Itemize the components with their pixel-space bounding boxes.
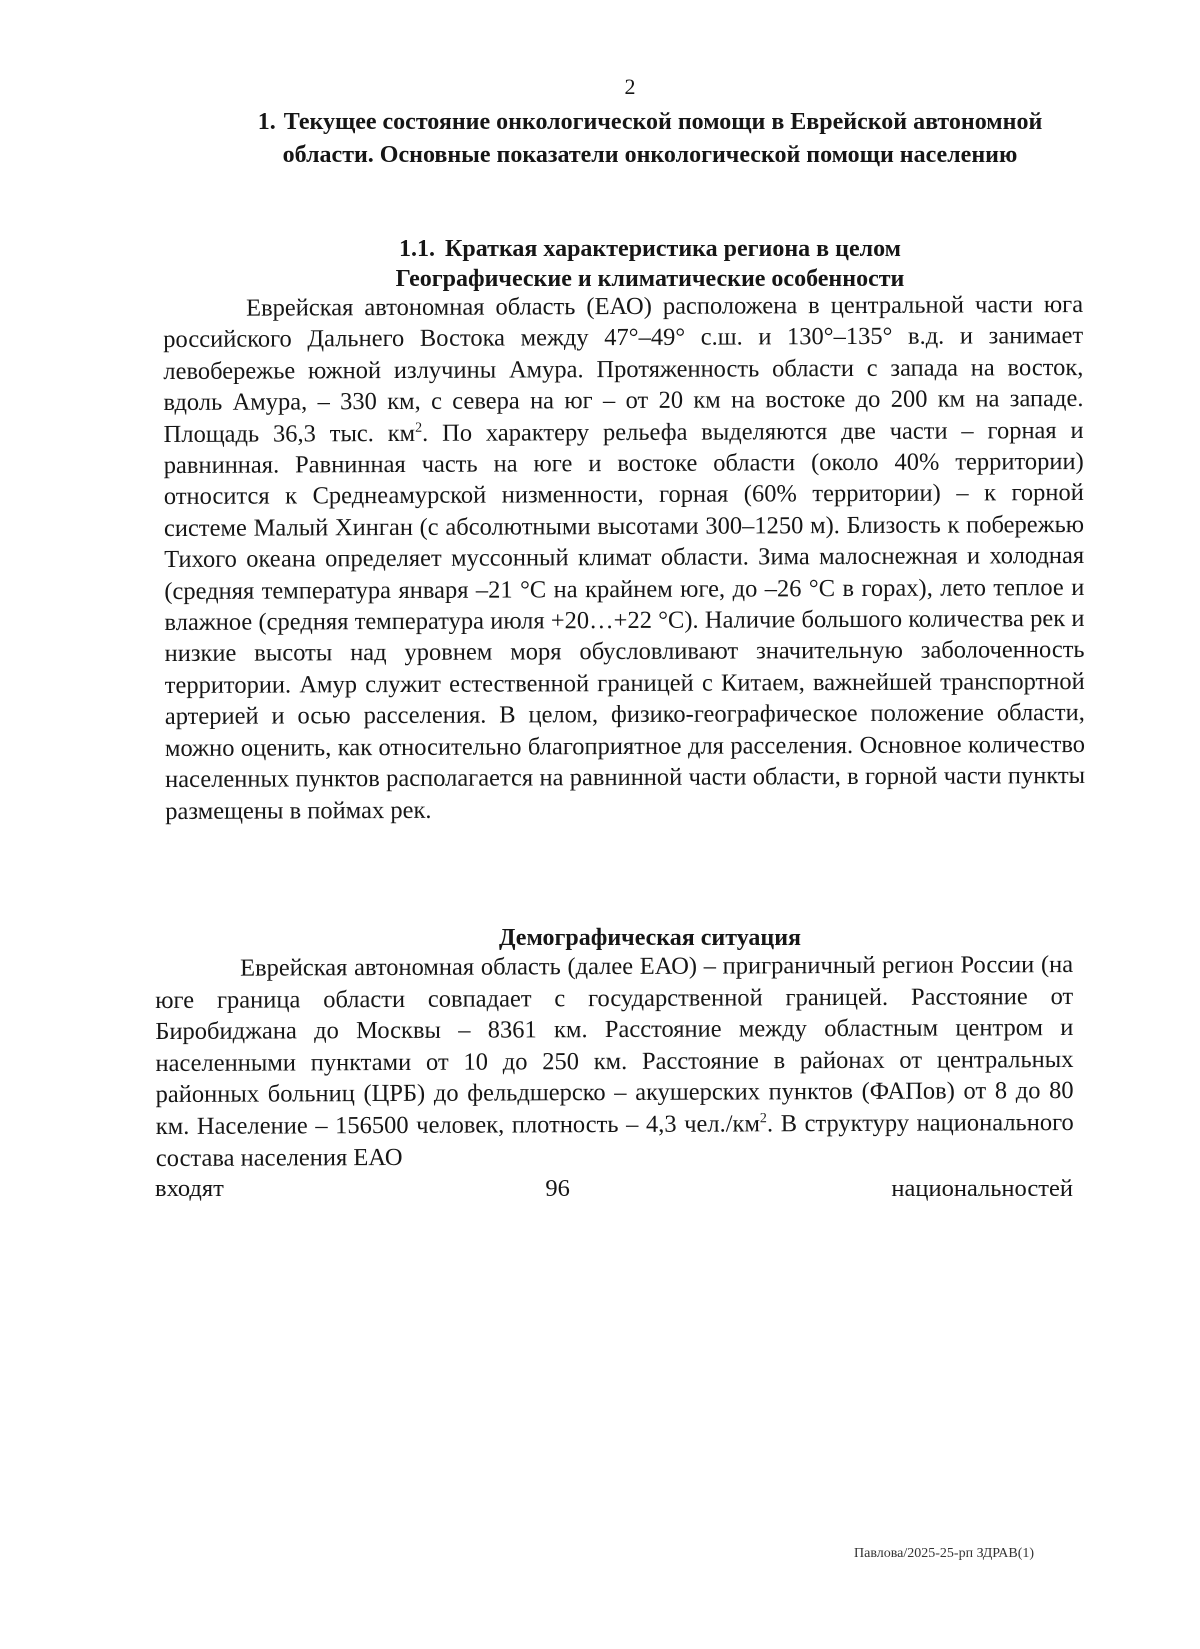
subsection-subtitle: Географические и климатические особенности [395,266,905,292]
demography-text-2: . В структуру национального состава населения ЕАО [155,1108,1074,1172]
demography-superscript: 2 [759,1111,767,1127]
geography-text-2: . По характеру рельефа выделяются две части – горная и равнинная. Равнинная часть на юге и востоке области (около 40% территории) относится к Среднеамурской низменности, горная (60% территории) – к горной системе Малый Хинган (с абсолютными высотами 300–1250 м). Близость к побережью Тихого океана определяет муссонный климат области. Зима малоснежная и холодная (средняя температура января –21 °С на крайнем юге, до –26 °С в горах), лето теплое и влажное (средняя температура июля +20…+22 °С). Наличие большого количества рек и низкие высоты над уровнем моря обусловливают значительную заболоченность территории. Амур служит естественной границей с Китаем, важнейшей транспортной артерией и осью расселения. В целом, физико-географическое положение области, можно оценить, как относительно благоприятное для расселения. Основное количество населенных пунктов располагается на равнинной части области, в горной части пункты размещены в поймах рек. [163,416,1086,825]
subsection-title: Краткая характеристика региона в целом [445,236,901,262]
footer-document-code: Павлова/2025-25-рп ЗДРАВ(1) [854,1546,1035,1561]
geography-paragraph [163,289,1085,827]
geography-text-1: Еврейская автономная область (ЕАО) расположена в центральной части юга российского Дальнего Востока между 47°–49° с.ш. и 130°–135° в.д. и занимает левобережье южной излучины Амура. Протяженность области с запада на восток, вдоль Амура, – 330 км, с севера на юг – от 20 км на востоке до 200 км на западе. Площадь 36,3 тыс. км [163,290,1084,448]
demography-last-line [155,1175,1073,1203]
section-number: 1. [257,109,276,135]
last-line-word-1: входят [155,1175,224,1202]
last-line-word-2: 96 [545,1175,570,1202]
section-heading [250,106,1050,172]
page-number: 2 [624,74,636,99]
geography-superscript: 2 [415,420,423,436]
demography-paragraph [155,949,1074,1174]
subsection-heading [300,234,1000,294]
last-line-word-3: национальностей [891,1175,1073,1202]
demography-text-1: Еврейская автономная область (далее ЕАО) – приграничный регион России (на юге граница области совпадает с государственной границей. Расстояние от Биробиджана до Москвы – 8361 км. Расстояние между областным центром и населенными пунктами от 10 до 250 км. Расстояние в районах от центральных районных больниц (ЦРБ) до фельдшерско – акушерских пунктов (ФАПов) от 8 до 80 км. Население – 156500 человек, плотность – 4,3 чел./км [155,950,1074,1140]
demography-heading: Демографическая ситуация [498,925,802,951]
subsection-number: 1.1. [399,236,436,262]
section-title: Текущее состояние онкологической помощи в Еврейской автономной области. Основные показатели онкологической помощи населению [282,109,1043,168]
